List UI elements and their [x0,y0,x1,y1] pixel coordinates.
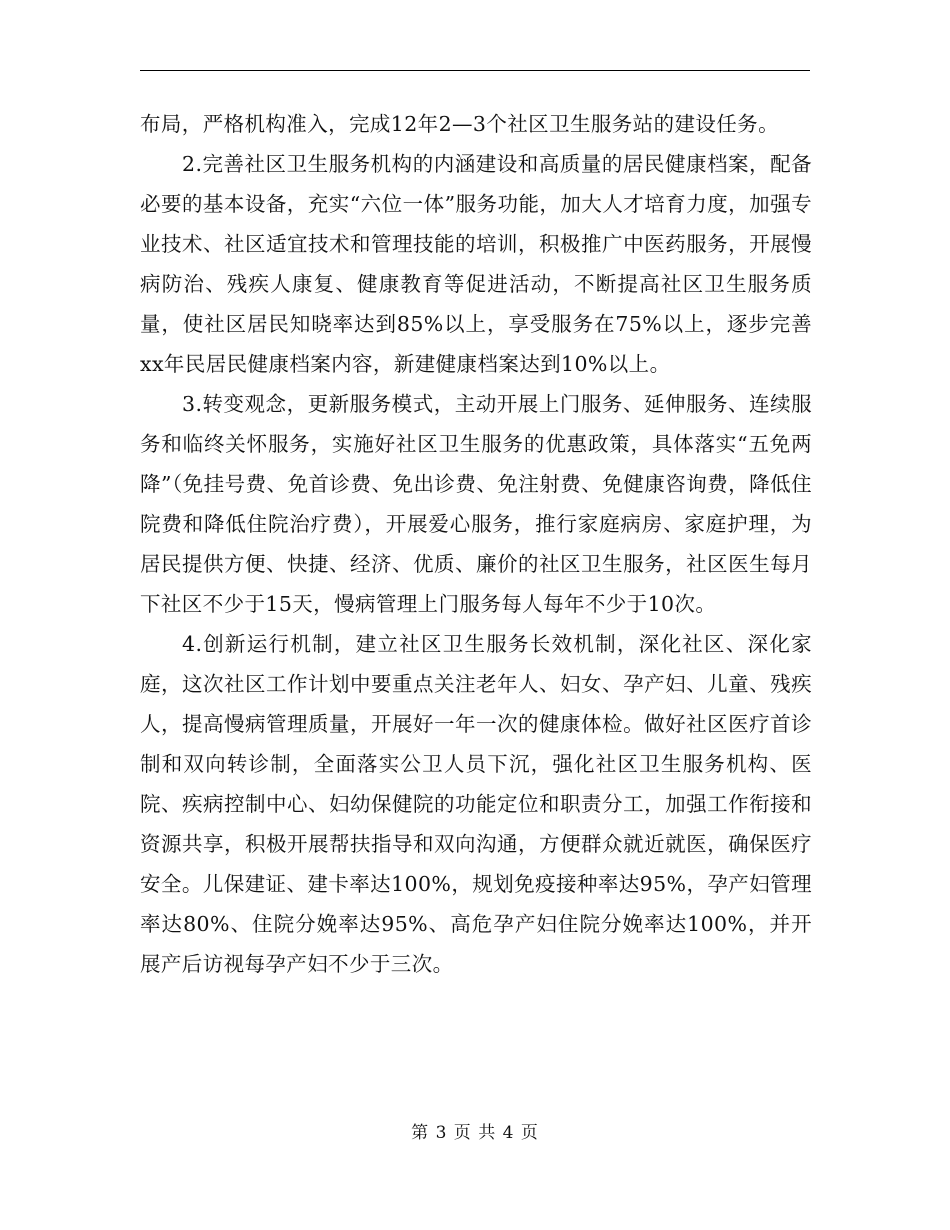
paragraph-continuation: 布局，严格机构准入，完成12年2—3个社区卫生服务站的建设任务。 [140,112,779,136]
page-footer: 第 3 页 共 4 页 [411,1123,539,1143]
paragraph-item-4: 4.创新运行机制，建立社区卫生服务长效机制，深化社区、深化家庭，这次社区工作计划中要重点关注老年人、妇女、孕产妇、儿童、残疾人，提高慢病管理质量，开展好一年一次的健康体检。做好社区医疗首诊制和双向转诊制，全面落实公卫人员下沉，强化社区卫生服务机构、医院、疾病控制中心、妇幼保健院的功能定位和职责分工，加强工作衔接和资源共享，积极开展帮扶指导和双向沟通，方便群众就近就医，确保医疗安全。儿保建证、建卡率达100%，规划免疫接种率达95%，孕产妇管理率达80%、住院分娩率达95%、高危孕产妇住院分娩率达100%，并开展产后访视每孕产妇不少于三次。 [140,632,812,976]
header-rule [140,70,810,71]
document-body [140,104,812,984]
paragraph-item-3: 3.转变观念，更新服务模式，主动开展上门服务、延伸服务、连续服务和临终关怀服务，实施好社区卫生服务的优惠政策，具体落实“五免两降”（免挂号费、免首诊费、免出诊费、免注射费、免健康咨询费，降低住院费和降低住院治疗费），开展爱心服务，推行家庭病房、家庭护理，为居民提供方便、快捷、经济、优质、廉价的社区卫生服务，社区医生每月下社区不少于15天，慢病管理上门服务每人每年不少于10次。 [140,392,812,616]
paragraph-item-2: 2.完善社区卫生服务机构的内涵建设和高质量的居民健康档案，配备必要的基本设备，充实“六位一体”服务功能，加大人才培育力度，加强专业技术、社区适宜技术和管理技能的培训，积极推广中医药服务，开展慢病防治、残疾人康复、健康教育等促进活动，不断提高社区卫生服务质量，使社区居民知晓率达到85%以上，享受服务在75%以上，逐步完善xx年民居民健康档案内容，新建健康档案达到10%以上。 [140,152,812,376]
